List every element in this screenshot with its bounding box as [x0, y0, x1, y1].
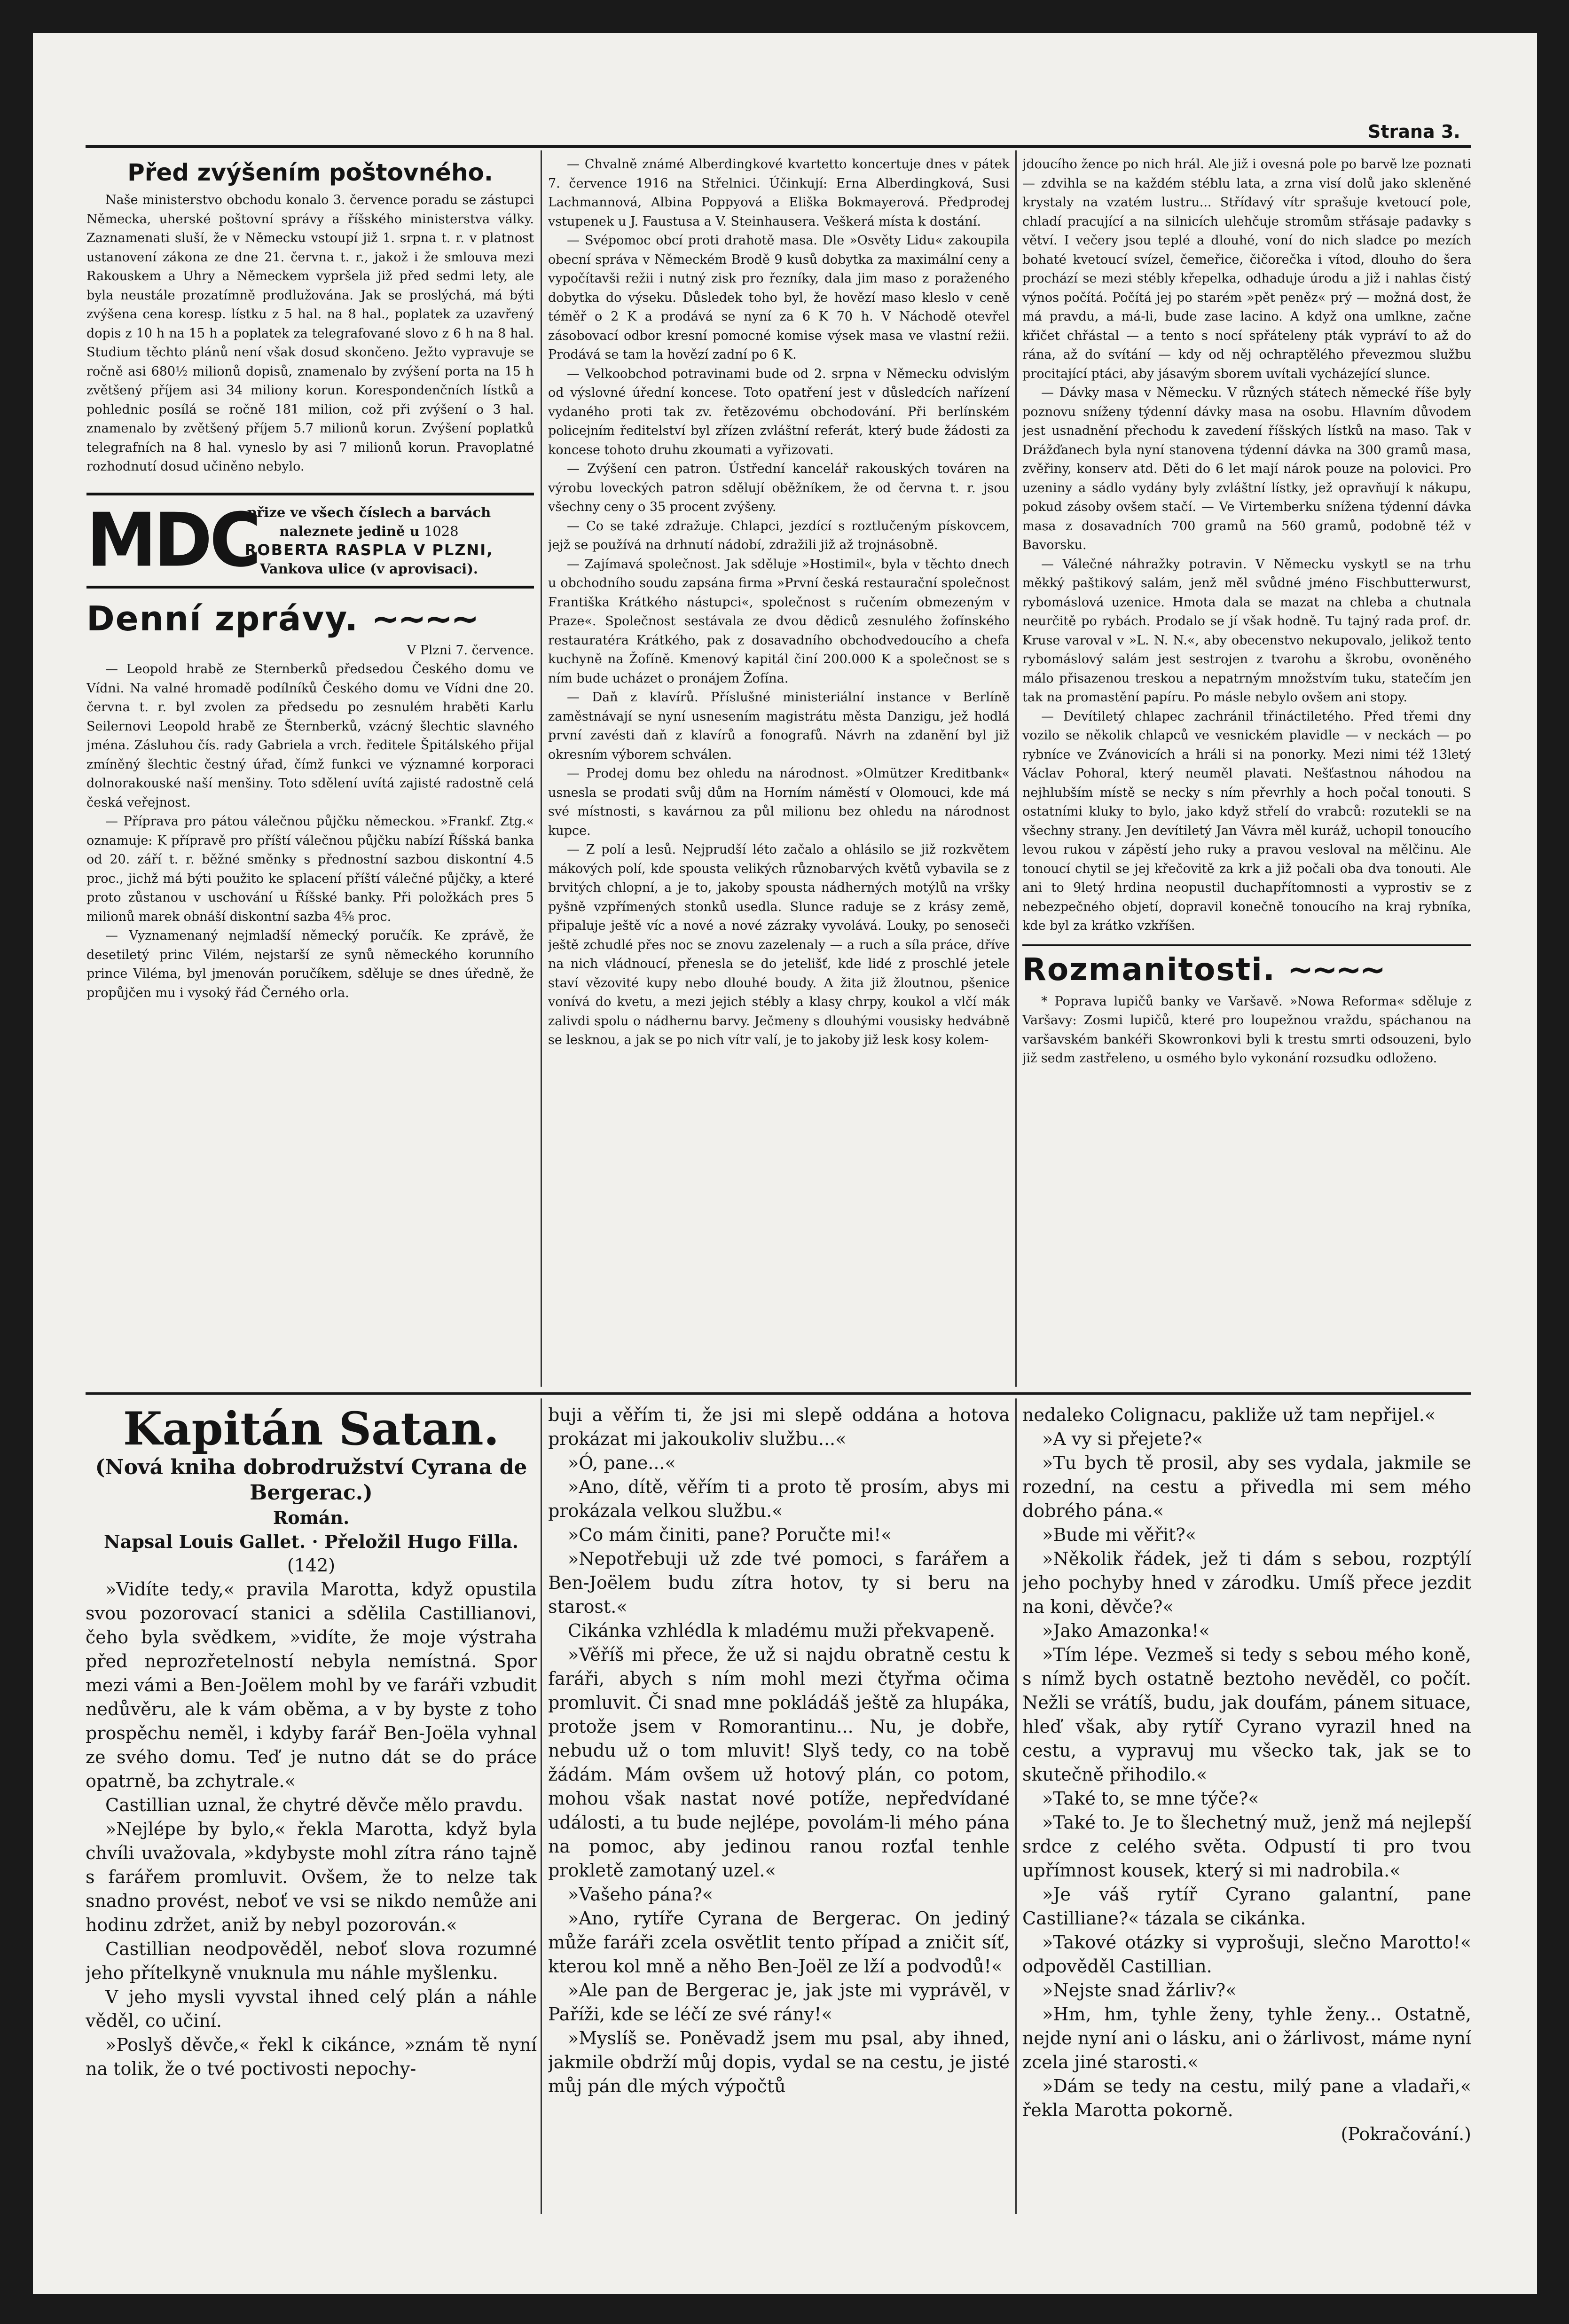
column-2 [548, 155, 1010, 1387]
paragraph: Castillian neodpověděl, neboť slova rozumné jeho přítelkyně vnuknula mu náhle myšlenku. [86, 1939, 537, 1983]
news-item: — Chvalně známé Alberdingkové kvartetto koncertuje dnes v pátek 7. července 1916 na Střelnici. Účinkují: Erna Alberdingková, Susi Lachmannová, Albina Poppyová a Eliška Bokmayerová. Předprodej vstupenek u J. Faustusa a V. Steinhausera. Veškerá místa k dostání. [548, 157, 1010, 229]
column-divider [541, 1398, 542, 2214]
ad-line-1: přize ve všech číslech a barvách [247, 504, 491, 520]
paragraph: nedaleko Colignacu, pakliže už tam nepřijel.« [1022, 1405, 1436, 1425]
section-heading-news-text: Denní zprávy. [86, 598, 359, 638]
novel-genre: Román. [273, 1507, 350, 1528]
misc-item: * Poprava lupičů banky ve Varšavě. »Nowa Reforma« sděluje z Varšavy: Zosmi lupičů, které pro loupežnou vraždu, spáchanou na varšavském bankéři Skowronkovi byli k trestu smrti odsouzeni, bylo již sedm zastřeleno, u osmého bylo vykonání rozsudku odloženo. [1022, 994, 1471, 1066]
news-item: — Co se také zdražuje. Chlapci, jezdící s roztlučeným pískovcem, jejž se používá na drhnutí nádobí, zdražili již až trojnásobně. [548, 518, 1010, 552]
paragraph: »Jako Amazonka!« [1042, 1620, 1210, 1641]
paragraph: »Několik řádek, jež ti dám s sebou, rozptýlí jeho pochyby hned v zárodku. Umíš přece jezdit na koni, děvče?« [1022, 1548, 1471, 1617]
paragraph: »Nejlépe by bylo,« řekla Marotta, když byla chvíli uvažovala, »kdybyste mohl zítra ráno tajně s farářem promluvit. Ovšem, že to nelze tak snadno provést, neboť ve vsi se nikdo nemůže ani hodinu zdržet, aniž by nebyl pozorován.« [86, 1819, 537, 1935]
article-postage: Naše ministerstvo obchodu konalo 3. července poradu se zástupci Německa, uherské poštovní správy a říšského ministerstva války. Zaznamenati sluší, že v Německu vstoupí již 1. srpna t. r. v platnost ustanovení zákona ze dne 21. června t. r., jakož i že smlouva mezi Rakouskem a Uhry a Německem vypršela již před sedmi lety, ale byla neustále prozatímně prodlužována. Jak se proslýchá, má býti zvýšena cena koresp. lístku z 5 hal. na 8 hal., poplatek za uzavřený dopis z 10 h na 15 h a poplatek za telegrafované slovo z 6 h na 8 hal. Studium těchto plánů není však dosud skončeno. Ježto vypravuje se ročně asi 680½ milionů dopisů, znamenalo by zvýšení porta na 15 h zvětšený příjem asi 34 miliony korun. Korespondenčních lístků a pohlednic posílá se ročně 181 milion, což při zvýšení o 3 hal. znamenalo by zvětšený příjem 5.7 milionů korun. Zvýšení poplatků telegrafních na 8 hal. vyneslo by asi 7 milionů korun. Pravoplatné rozhodnutí dosud učiněno nebylo. [86, 193, 534, 474]
novel-subtitle: (Nová kniha dobrodružství Cyrana de Bergerac.) [95, 1455, 527, 1505]
news-item: — Příprava pro pátou válečnou půjčku německou. »Frankf. Ztg.« oznamuje: K přípravě pro příští válečnou půjčku nabízí Říšská banka od 20. září t. r. běžné směnky s přednostní sazbou diskontní 4.5 proc., jichž má býti použito ke splacení příští válečné půjčky, a které proto zůstanou v uschování u Říšské banky. Při položkách pres 5 milionů marek obnáší diskontní sazba 4⅝ proc. [86, 814, 534, 924]
paragraph: V jeho mysli vyvstal ihned celý plán a náhle věděl, co učiní. [86, 1986, 537, 2031]
novel-byline: Napsal Louis Gallet. · Přeložil Hugo Filla. [104, 1531, 518, 1552]
ad-code: 1028 [424, 523, 459, 539]
paragraph: »Je váš rytíř Cyrano galantní, pane Castilliane?« tázala se cikánka. [1022, 1884, 1471, 1929]
column-divider [541, 150, 542, 1387]
article-heading-postage: Před zvýšením poštovného. [127, 159, 493, 186]
novel-column-middle [548, 1403, 1010, 2212]
column-divider [1015, 1398, 1017, 2214]
section-rule [1022, 944, 1471, 946]
news-item: — Válečné náhražky potravin. V Německu vyskytl se na trhu měkký paštikový salám, jenž měl svůdné jméno Fischbutterwurst, rybomáslová uzenice. Hmota dala se mazat na chleba a chutnala neurčitě po rybách. Prodalo se jí však hodně. Tu tajný rada prof. dr. Kruse varoval v »L. N. N.«, aby obecenstvo nekupovalo, jelikož tento rybomáslový salám jest sestrojen z tvarohu a škrobu, ovoněného málo přisazenou treskou a nepatrným množstvím tuku, statečím jen tak na promastění papíru. Po másle nebylo ovšem ani stopy. [1022, 557, 1471, 705]
top-rule [86, 145, 1471, 148]
news-item: — Devítiletý chlapec zachránil třináctiletého. Před třemi dny vozilo se několik chlapců ve vesnickém plavidle — v neckách — po rybníce ve Zvánovicích a hráli si na ponorky. Mezi nimi též 13letý Václav Pohoral, který neuměl plavati. Nešťastnou náhodou na nejhlubším místě se necky s ním převrhly a hoch počal tonouti. S ostatními kluky to bylo, jako když střelí do vrabců: rozutekli se na všechny strany. Jen devítiletý Jan Vávra měl kuráž, uchopil tonoucího levou rukou v zápěstí jeho ruky a pravou vesloval na mělčinu. Ale tonoucí chytil se jej křečovitě za krk a již počali oba dva tonouti. Ale ani to 9letý hrdina neopustil duchapřítomnosti a vyprostiv se z nebezpečného objetí, dopravil konečně tonoucího na kraj rybníka, kde byl za krátko vzkříšen. [1022, 709, 1471, 933]
news-item: — Prodej domu bez ohledu na národnost. »Olmützer Kreditbank« usnesla se prodati svůj dům na Horním náměstí v Olomouci, kde má své místnosti, s kavárnou za půl milionu bez ohledu na národnost kupce. [548, 766, 1010, 838]
continued-note: (Pokračování.) [1341, 2124, 1471, 2144]
paragraph: »Také to, se mne týče?« [1042, 1788, 1259, 1809]
novel-column-right [1022, 1403, 1471, 2212]
dateline: V Plzni 7. července. [407, 643, 534, 658]
column-1 [86, 155, 534, 1387]
ad-logo: MDC [86, 497, 259, 583]
paragraph: »Takové otázky si vyprošuji, slečno Marotto!« odpověděl Castillian. [1022, 1932, 1471, 1977]
paragraph: »A vy si přejete?« [1042, 1429, 1203, 1449]
paragraph: »Hm, hm, tyhle ženy, tyhle ženy... Ostatně, nejde nyní ani o lásku, ani o žárlivost, máme nyní zcela jiné starosti.« [1022, 2004, 1471, 2073]
news-item: — Leopold hrabě ze Sternberků předsedou Českého domu ve Vídni. Na valné hromadě podílníků Českého domu ve Vídni dne 20. června t. r. byl zvolen za předsedu po zesnulém hraběti Karlu Seilernovi Leopold hrabě ze Šternberků, vzácný šlechtic slavného jména. Zásluhou čís. rady Gabriela a vrch. ředitele Špitálského přijal zmíněný šlechtic čestný úřad, čímž funkci ve významné korporaci dolnorakouské naší menšiny. Toto sdělení uvítá zajisté radostně celá česká veřejnost. [86, 662, 534, 810]
paragraph: Cikánka vzhlédla k mladému muži překvapeně. [568, 1620, 996, 1641]
novel-left-text [86, 1578, 537, 2081]
paragraph: »Dám se tedy na cestu, milý pane a vladaři,« řekla Marotta pokorně. [1022, 2076, 1471, 2120]
news-item: — Zajímavá společnost. Jak sděluje »Hostimil«, byla v těchto dnech u obchodního soudu zapsána firma »První česká restaurační společnost Františka Krátkého nástupci«, společnost s ručením obmezeným v Praze«. Společnost sestávala ze dvou dědiců zesnulého žofínského restauratéra Krátkého, pak z dosavadního obchodvedoucího a chefa kuchyně na Žofíně. Kmenový kapitál činí 200.000 K a společnost se s ním bude ucházet o pronájem Žofína. [548, 557, 1010, 686]
paragraph: »Tím lépe. Vezmeš si tedy s sebou mého koně, s nímž bych ostatně beztoho nevěděl, co počít. Nežli se vrátíš, budu, jak doufám, pánem situace, hleď však, aby rytíř Cyrano vyrazil hned na cestu, a vypravuj mu všecko tak, jak se to skutečně přihodilo.« [1022, 1644, 1471, 1785]
paragraph: »Nepotřebuji už zde tvé pomoci, s farářem a Ben-Joëlem budu zítra hotov, ty si beru na starost.« [548, 1548, 1010, 1617]
ad-address: Vankova ulice (v aprovisaci). [259, 560, 479, 577]
paragraph: »Poslyš děvče,« řekl k cikánce, »znám tě nyní na tolik, že o tvé poctivosti nepochy- [86, 2034, 537, 2079]
paragraph: »Myslíš se. Poněvadž jsem mu psal, aby ihned, jakmile obdrží můj dopis, vydal se na cestu, je jisté můj pán dle mých výpočtů [548, 2028, 1010, 2096]
news-item: — Vyznamenaný nejmladší německý poručík. Ke zprávě, že desetiletý princ Vilém, nejstarší ze synů německého korunního prince Viléma, byl jmenován poručíkem, sděluje se dnes úředně, že propůjčen mu i vysoký řád Černého orla. [86, 928, 534, 1000]
ad-line-2-text: naleznete jedině u [279, 523, 420, 539]
paragraph: »Ó, pane...« [568, 1452, 676, 1473]
news-item: — Daň z klavírů. Příslušné ministeriální instance v Berlíně zaměstnávají se nyní usnesením magistrátu města Danzigu, jež hodlá první zavésti daň z klavírů a fonografů. Návrh na zdanění byl již okresním výborem schválen. [548, 690, 1010, 762]
column-3 [1022, 155, 1471, 1387]
novel-installment: (142) [287, 1555, 336, 1576]
paragraph: »Vašeho pána?« [568, 1884, 714, 1905]
section-heading-news [86, 599, 534, 638]
paragraph: »Tu bych tě prosil, aby ses vydala, jakmile se rozední, na cestu a přivedla mi sem mého dobrého pána.« [1022, 1452, 1471, 1521]
news-item-continued: jdoucího žence po nich hrál. Ale již i ovesná pole po barvě lze poznati — zdvihla se na každém stéblu lata, a zrna visí dolů jako skleněné krystaly na vzatém lustru... Střídavý vítr sprašuje kvetoucí pole, chladí pracující a na silnicích ulehčuje stromům střásaje padavky s větví. I večery jsou teplé a dlouhé, voní do nich sladce po mezích bohaté kvetoucí svízel, čemeřice, čičorečka i vítod, dlouho do šera prochází se mezi stébly křepelka, odhaduje úrodu a již i nahlas čistý výnos počítá. Počítá jej po starém »pět peněz« prý — možná dost, že má pravdu, a má-li, bude zase lacino. A když ona umlkne, začne křičet chřástal — a tento s nocí spřáteleny pták vypráví to až do rána, až do svítání — kdy od něj ochraptělého převezmou službu procitající ptáci, aby jásavým sborem uvítali vycházející slunce. [1022, 157, 1471, 381]
news-item: — Zvýšení cen patron. Ústřední kancelář rakouských továren na výrobu loveckých patron sdělují oběžníkem, že od června t. r. jsou všechny ceny o 35 procent zvýšeny. [548, 462, 1010, 514]
advertisement-mdc [86, 493, 534, 589]
paragraph: »Co mám činiti, pane? Poručte mi!« [568, 1524, 892, 1545]
novel-title: Kapitán Satan. [123, 1403, 500, 1455]
column-divider [1015, 150, 1017, 1387]
section-heading-misc-text: Rozmanitosti. [1022, 951, 1276, 988]
paragraph: »Ano, rytíře Cyrana de Bergerac. On jediný může faráři zcela osvětlit tento případ a zničit síť, kterou kol mně a něho Ben-Joël ze lží a podvodů!« [548, 1908, 1010, 1977]
page-number: Strana 3. [1368, 121, 1460, 142]
ornament: ~~~~ [371, 598, 478, 638]
paragraph: »Ale pan de Bergerac je, jak jste mi vyprávěl, v Paříži, kde se léčí ze své rány!« [548, 1980, 1010, 2025]
news-item: — Velkoobchod potravinami bude od 2. srpna v Německu odvislým od výslovné úřední koncese. Toto opatření jest v důsledcích nařízení vydaného proti tak zv. řetězovému obchodování. Při berlínském policejním ředitelství byl zřízen zvláštní referát, který bude žádosti za koncese tohoto druhu zkoumati a vyřizovati. [548, 366, 1010, 457]
section-heading-misc [1022, 950, 1471, 989]
section-rule-bottom [86, 1392, 1471, 1395]
paragraph: »Bude mi věřit?« [1042, 1524, 1196, 1545]
paragraph: »Věříš mi přece, že už si najdu obratně cestu k faráři, abych s ním mohl mezi čtyřma očima promluvit. Či snad mne pokládáš ještě za hlupáka, protože jsem v Romorantinu... Nu, je dobře, nebudu už o tom mluvit! Slyš tedy, co na tobě žádám. Mám ovšem už hotový plán, co potom, mohou však nastat nové potíže, nepředvídané události, a tu bude nejlépe, povolám-li mého pána na pomoc, aby jedinou ranou rozťal tenhle prokletě zamotaný uzel.« [548, 1644, 1010, 1881]
paragraph: »Také to. Je to šlechetný muž, jenž má nejlepší srdce z celého světa. Odpustí ti pro tvou upřímnost kousek, který si mi nadrobila.« [1022, 1812, 1471, 1881]
news-item: — Svépomoc obcí proti drahotě masa. Dle »Osvěty Lidu« zakoupila obecní správa v Německém Brodě 9 kusů dobytka za maximální ceny a vypočítavši režii i nutný zisk pro řezníky, dala jim maso z poraženého dobytka do výseku. Důsledek toho byl, že hovězí maso kleslo v ceně téměř o 2 K a prodává se nyní za 6 K 70 h. V Náchodě otevřel zásobovací odbor kresní pomocné komise výsek masa ve vlastní režii. Prodává se tam la hovězí zadní po 6 K. [548, 233, 1010, 362]
news-item: — Z polí a lesů. Nejprudší léto začalo a ohlásilo se již rozkvětem mákových polí, kde spousta velikých různobarvých květů vybavila se z brvitých chlopní, a je to, jakoby spousta nádherných motýlů na vršky pyšně vzpřímených stonků usedla. Slunce raduje se z krásy země, připaluje ještě víc a nové a nové zázraky vyvolává. Louky, po senoseči ještě zchudlé přes noc se znovu zazelenaly — a ruch a síla práce, dříve na nich vládnoucí, přenesla se do jetelišť, kde lidé z proschlé jetele staví vězovité kupy nebo dlouhé boudy. A žita již žloutnou, pšenice vonívá do kvetu, a mezi jejich stébly a klasy chrpy, koukol a vlčí mák zalivdi spolu o nádhernu barvy. Ječmeny s dlouhými vousisky hedvábně se lesknou, a jak se po nich vítr valí, je to jakoby již lesk kosy kolem- [548, 842, 1010, 1047]
paragraph: buji a věřím ti, že jsi mi slepě oddána a hotova prokázat mi jakoukoliv službu...« [548, 1405, 1010, 1449]
ad-name: ROBERTA RASPLA V PLZNI, [244, 541, 494, 559]
news-item: — Dávky masa v Německu. V různých státech německé říše byly poznovu sníženy týdenní dávky masa na osobu. Hlavním důvodem jest usnadnění přechodu k zavedení říšských lístků na maso. Tak v Drážďanech byla nyní stanovena týdenní dávka na 300 gramů masa, zvěřiny, konserv atd. Děti do 6 let mají nárok pouze na polovici. Pro uzeniny a sádlo vydány byly zvláštní lístky, jež opravňují k nákupu, pokud zásoby ovšem stačí. — Ve Virtemberku snížena týdenní dávka masa z dosavadních 700 gramů na 560 gramů, podobně též v Bavorsku. [1022, 385, 1471, 552]
paragraph: »Vidíte tedy,« pravila Marotta, když opustila svou pozorovací stanici a sdělila Castillianovi, čeho byla svědkem, »vidíte, že moje výstraha před neprozřetelností nebyla nemístná. Spor mezi vámi a Ben-Joëlem mohl by ve faráři vzbudit nedůvěru, ale k vám oběma, a v by byste z toho prospěchu neměl, i kdyby farář Ben-Joëla vyhnal ze svého domu. Teď je nutno dát se do práce opatrně, ba zchytrale.« [86, 1579, 537, 1791]
ornament: ~~~~ [1287, 951, 1384, 988]
paragraph: Castillian uznal, že chytré děvče mělo pravdu. [105, 1795, 524, 1815]
paragraph: »Ano, dítě, věřím ti a proto tě prosím, abys mi prokázala velkou službu.« [548, 1476, 1010, 1521]
novel-column-left [86, 1403, 537, 2212]
paragraph: »Nejste snad žárliv?« [1042, 1980, 1237, 2001]
